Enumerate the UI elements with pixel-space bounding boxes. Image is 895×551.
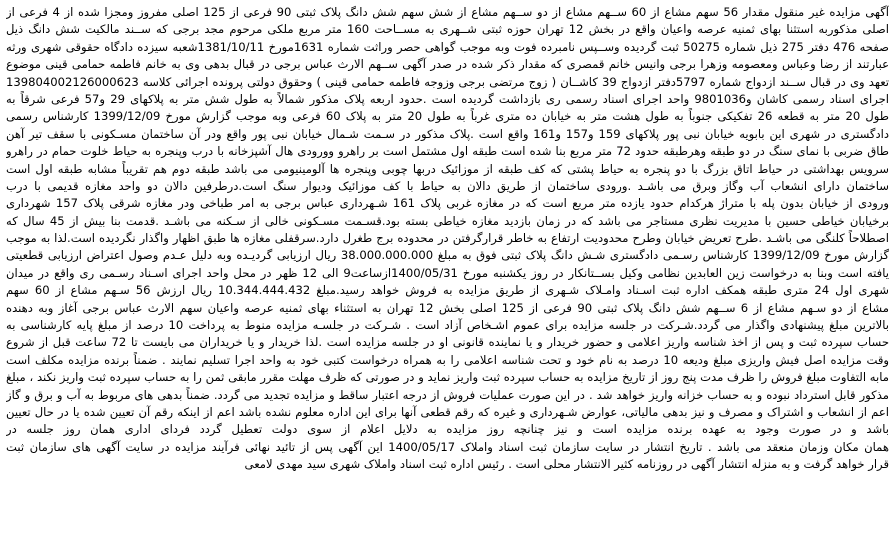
notice-line: وقت مزایده اصل فیش واریزی مبلغ ودیعه 10 درصد به نام خود و تحت شناسه اعلامی را به همراه درخواست کتبی خود به واحد اجرا تسلیم نمایند . ضمناً برنده مزایده مکلف است xyxy=(6,352,889,367)
notice-line: طول 20 متر به قطعه 26 تفکیکی جنوباً به طول هشت متر به خیابان ده متری غرباً به طول 20 متر به پلاک 60 فرعی وبه موجب گزارش مورخ 1399/12/09 کارشناس رسمی xyxy=(6,109,889,124)
notice-line: اجرای اسناد رسمی کاشان و9801036 واحد اجرای اسناد رسمی ری بازداشت گردیده است .حدود اربعه پلاک مذکور شمالاً به طول شش متر به پلاکهای 29 و57 فرعی شرقاً به xyxy=(6,91,889,106)
notice-line: اصلی مذکوربه استثنا بهای ثمنیه عرصه واعیان واقع در بخش 12 تهران حوزه ثبتی شــهری به مســاحت 160 متر مربع ملکی مرحوم مجد برجی که ســند مالکیت شش دانگ ذیل xyxy=(6,22,889,37)
notice-line: ساختمان دارای انشعاب آب وگاز وبرق می باشـد .ورودی ساختمان از طریق دالان به حیاط با کف موزائیک ودیوار سنگ است.درطرفین دالان دو واحد مغازه قدیمی با درب xyxy=(6,178,889,193)
notice-line: مذکور قابل استرداد نبوده و به حساب خزانه واریز خواهد شد . در این صورت عملیات فروش از درجه اعتبار ساقط و مزایده تجدید می گردد. ضمناً بدهی های مربوط به آب و برق و گاز xyxy=(6,387,889,402)
notice-line: دادگستری در شهری این بابویه خیابان نبی پور پلاکهای 159 و157 و161 واقع است .پلاک مذکور در سـمت شـمال خیابان نبی پور واقع ودر آن ساختمان مسـکونی با سقف تیر آهن xyxy=(6,126,889,141)
notice-line: آگهی مزایده غیر منقول مقدار 56 سهم مشاع از 60 ســهم مشاع از دو ســهم مشاع از شش سهم شش دانگ پلاک ثبتی 90 فرعی از 125 اصلی مفروز ومجزا شده از 4 فرعی از xyxy=(6,5,889,19)
notice-line: صفحه 476 دفتر 275 ذیل شماره 50275 ثبت گردیده وســپس نامبرده فوت وبه موجب گواهی حصر وراثت شماره 1631مورخ 1381/10/11شعبه سیزده دادگاه حقوقی شهری ورثه xyxy=(6,39,889,54)
notice-line: گزارش مورخ 1399/12/09 کارشناس رسـمی دادگستری شـش دانگ پلاک ثبتی فوق به مبلغ 38.000.000.000 ریال ارزیابی گردیـده وبه دلیل عـدم وصول اعتراض ارزیابی قطعیتی xyxy=(6,248,889,263)
notice-line: عبارتند از رضا وعباس ومعصومه وزهرا برجی وانیس خانم قمصری که مقدار ذکر شده در صدر آگهی ســهم الارث عباس برجی در قبال بدهی وی به خانم فاطمه حمامی قینی موضوع xyxy=(6,57,889,72)
notice-line: مشاع از دو سـهم مشاع از 6 ســهم شش دانگ پلاک ثبتی 90 فرعی از 125 اصلی بخش 12 تهران به استثناء بهای ثمنیه عرصه واعیان سهم الارث عباس برجی آغاز وبه دهنده xyxy=(6,300,889,315)
notice-line: طاق ضربی با نمای سنگ در دو طبقه وهرطبقه حدود 72 متر مربع بنا شده است طبقه اول مشتمل است بر راهرو وورودی هال آشپزخانه با درب وپنجره به حیاط خلوت حمام در راهرو xyxy=(6,144,889,159)
notice-line: همان مکان وزمان منعقد می باشد . تاریخ انتشار در سایت سازمان ثبت اسناد واملاک 1400/05/17 این آگهی پس از تائید نهائی فرآیند مزایده در سایت آگهی های سازمان ثبت xyxy=(6,439,889,454)
notice-line: بالاترین مبلغ پیشنهادی واگذار می گردد.شـرکت در جلسه مزایده برای عموم اشـخاص آزاد است . شـرکت در جلسـه مزایده منوط به پرداخت 10 درصد از مبلغ پایه کارشناسی به xyxy=(6,318,889,333)
notice-line: سرویس بهداشتی در حیاط اتاق بزرگ با دو پنجره به حیاط پشتی که کف طبقه از موزائیک دربها چوبی وپنجره ها آلومینیومی می باشد طبقه دوم هم تقریباً مشابه طبقه اول است xyxy=(6,161,889,176)
notice-line: یافته است وبنا به درخواست زین العابدین نظامی وکیل بســتانکار در روز یکشنبه مورخ 1400/05/31ازساعت9 الی 12 ظهر در محل واحد اجرای اسـناد رسـمی ری واقع در میدان xyxy=(6,265,889,280)
notice-line: برخیابان خیاطی حسین با مدیریت نظری مستاجر می باشد که در زمان بازدید مغازه خیاطی بسته بود.قسـمت مسـکونی خالی از سـکنه می باشـد .قدمت بنا بیش از 45 سال که xyxy=(6,213,889,228)
notice-line: تعهد وی در قبال ســند ازدواج شماره 5797دفتر ازدواج 39 کاشــان ( زوج مرتضی برجی وزوجه فاطمه حمامی قینی ) وحقوق دولتی پرونده اجرائی کلاسه 139804002126000623 xyxy=(6,74,889,89)
notice-line: حساب سپرده ثبت و پس از اخذ شناسه واریز اعلامی و حضور خریدار و یا نماینده قانونی او در جلسه مزایده است .لذا خریدار و یا خریداران می بایست تا 72 ساعت قبل از شروع xyxy=(6,335,889,350)
notice-line: شهری اول 24 متری طبقه همکف اداره ثبت اسـناد وامـلاک شـهری از طریق مزایده به فروش خواهد رسید.مبلغ 10.344.444.432 ریال ارزش 56 سـهم مشاع از 60 سهم xyxy=(6,283,889,298)
notice-line: مابه التفاوت مبلغ فروش را ظرف مدت پنج روز از تاریخ مزایده به حساب سپرده ثبت واریز نماید و در صورتی که ظرف مهلت مقرر مابقی ثمن را به حساب سپرده ثبت واریز نکند ، مبلغ xyxy=(6,370,889,385)
notice-line: اعم از انشعاب و اشتراک و مصرف و نیز بدهی مالیاتی، عوارض شـهرداری و غیره که رقم قطعی آنها برای این اداره معلوم نشده باشد اعم از اینکه رقم آن تعیین شده یا در حال تعیین xyxy=(6,404,889,419)
notice-line: اصطلاحاً کلنگی می باشـد .طرح تعریض خیابان وطرح محدودیت ارتفاع به خاطر قرارگرفتن در محدوده برج طغرل دارد.سرقفلی مغازه ها طبق اظهار واگذار نگردیده است.لذا به موجب xyxy=(6,231,889,246)
notice-line: قرار خواهد گرفت و به منزله انتشار آگهی در روزنامه کثیر الانتشار محلی است . رئیس اداره ثبت اسناد واملاک شهری سید مهدی لامعی xyxy=(244,457,889,472)
notice-line: باشد و در صورت وجود به عهده برنده مزایده است و نیز چنانچه روز مزایده به دلایل اعلام از سوی دولت تعطیل گردد فردای اداری همان روز جلسه در xyxy=(6,422,889,437)
notice-line: ورودی از خیابان بدون پله با متراژ هرکدام حدود یازده متر مربع است که در مغازه غربی پلاک 161 شـهرداری عباس برجی به امر طباخی ودر مغازه شرقی پلاک 157 شهرداری xyxy=(6,196,889,211)
